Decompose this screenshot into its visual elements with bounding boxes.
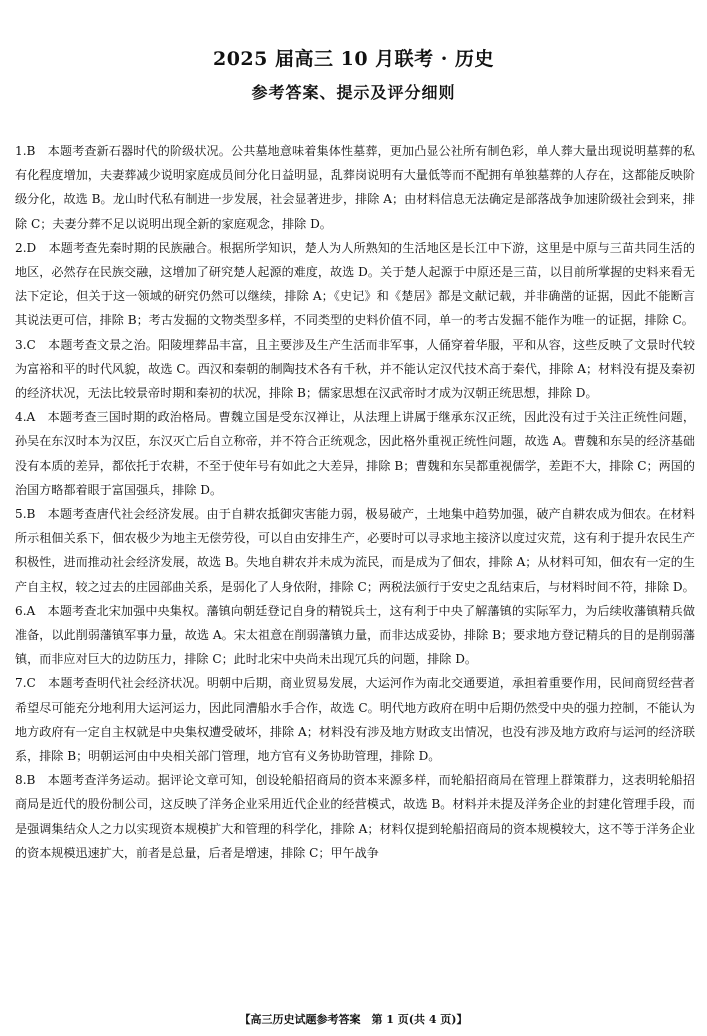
answer-item-3 (15, 333, 695, 406)
answer-item-5 (15, 502, 695, 599)
answer-number: 4.A (15, 410, 36, 425)
page-footer: 【高三历史试题参考答案 第 1 页(共 4 页)】 (239, 1013, 468, 1026)
answer-number: 7.C (15, 676, 36, 691)
answer-item-1 (15, 139, 695, 236)
answer-explanation: 本题考查明代社会经济状况。明朝中后期，商业贸易发展，大运河作为南北交通要道，承担着重要作用，民间商贸经营者希望尽可能充分地利用大运河运力，因此同漕船水手合作，故选 C。明代地方政府在明中后期仍然受中央的强力控制，不能认为地方政府有一定自主权就是中央集权遭受破坏，排除 A；材料没有涉及地方财政支出情况，也没有涉及地方政府与运河的经济联系，排除 B；明朝运河由中央相关部门管理，地方官有义务协助管理，排除 D。 (15, 676, 695, 764)
document-title: 2025 届高三 10 月联考 · 历史 (212, 48, 494, 70)
answer-explanation: 本题考查洋务运动。据评论文章可知，创设轮船招商局的资本来源多样，而轮船招商局在管理上群策群力，这表明轮船招商局是近代的股份制公司，这反映了洋务企业采用近代企业的经营模式，故选 B。材料并未提及洋务企业的封建化管理手段，而是强调集结众人之力以实现资本规模扩大和管理的科学化，排除 A；材料仅提到轮船招商局的资本规模较大，这不等于洋务企业的资本规模迅速扩大，前者是总量，后者是增速，排除 C；甲午战争 (15, 773, 695, 860)
answer-number: 3.C (15, 337, 36, 352)
answer-number: 2.D (15, 240, 37, 255)
answer-list (15, 139, 695, 865)
answer-explanation: 本题考查北宋加强中央集权。藩镇向朝廷登记自身的精锐兵士，这有利于中央了解藩镇的实际军力，为后续收藩镇精兵做准备，以此削弱藩镇军事力量，故选 A。宋太祖意在削弱藩镇力量，而非达成妥协，排除 B；要求地方登记精兵的目的是削弱藩镇，而非应对巨大的边防压力，排除 C；此时北宋中央尚未出现冗兵的问题，排除 D。 (15, 603, 695, 667)
answer-number: 8.B (15, 773, 36, 788)
answer-explanation: 本题考查文景之治。阳陵埋葬品丰富，且主要涉及生产生活而非军事，人俑穿着华服，平和从容，这些反映了文景时代较为富裕和平的时代风貌，故选 C。西汉和秦朝的制陶技术各有千秋，并不能认定汉代技术高于秦代，排除 A；材料没有提及秦初的经济状况，无法比较景帝时期和秦初的状况，排除 B；儒家思想在汉武帝时才成为汉朝正统思想，排除 D。 (15, 337, 695, 401)
answer-number: 1.B (15, 144, 36, 158)
document-subtitle: 参考答案、提示及评分细则 (251, 83, 456, 102)
answer-explanation: 本题考查三国时期的政治格局。曹魏立国是受东汉禅让，从法理上讲属于继承东汉正统，因此没有过于关注正统性问题，孙吴在东汉时本为汉臣，东汉灭亡后自立称帝，并不符合正统观念，因此格外重视正统性问题，故选 A。曹魏和东吴的经济基础没有本质的差异，都依托于农耕，不至于使年号有如此之大差异，排除 B；曹魏和东吴都重视儒学，差距不大，排除 C；两国的治国方略都着眼于富国强兵，排除 D。 (15, 410, 695, 497)
answer-item-2 (15, 236, 695, 333)
answer-item-6 (15, 599, 695, 672)
answer-item-4 (15, 405, 695, 502)
answer-number: 5.B (15, 507, 36, 522)
answer-item-7 (15, 671, 695, 768)
answer-explanation: 本题考查唐代社会经济发展。由于自耕农抵御灾害能力弱，极易破产，土地集中趋势加强，破产自耕农成为佃农。在材料所示租佃关系下，佃农极少为地主无偿劳役，可以自由安排生产，必要时可以寻求地主接济以度过灾荒，这有利于提升农民生产积极性，进而推动社会经济发展，故选 B。失地自耕农并未成为流民，而是成为了佃农，排除 A；从材料可知，佃农有一定的生产自主权，较之过去的庄园部曲关系，是弱化了人身依附，排除 C；两税法颁行于安史之乱结束后，与材料时间不符，排除 D。 (15, 507, 695, 594)
answer-item-8 (15, 768, 695, 865)
answer-explanation: 本题考查先秦时期的民族融合。根据所学知识，楚人为人所熟知的生活地区是长江中下游，这里是中原与三苗共同生活的地区，必然存在民族交融，这增加了研究楚人起源的难度，故选 D。关于楚人起源于中原还是三苗，以目前所掌握的史料来看无法下定论，但关于这一领域的研究仍然可以继续，排除 A；《史记》和《楚居》都是文献记载，并非确凿的证据，因此不能断言其说法更可信，排除 B；考古发掘的文物类型多样，不同类型的史料价值不同，单一的考古发掘不能作为唯一的证据，排除 C。 (15, 240, 695, 328)
answer-explanation: 本题考查新石器时代的阶级状况。公共墓地意味着集体性墓葬，更加凸显公社所有制色彩，单人葬大量出现说明墓葬的私有化程度增加，夫妻葬减少说明家庭成员间分化日益明显，乱葬岗说明有大量低等而不配拥有单独墓葬的人存在，这都能反映阶级分化，故选 B。龙山时代私有制进一步发展，社会显著进步，排除 A；由材料信息无法确定是部落战争加速阶级社会到来，排除 C；夫妻分葬不足以说明出现全新的家庭观念，排除 D。 (15, 144, 695, 231)
answer-number: 6.A (15, 603, 36, 618)
